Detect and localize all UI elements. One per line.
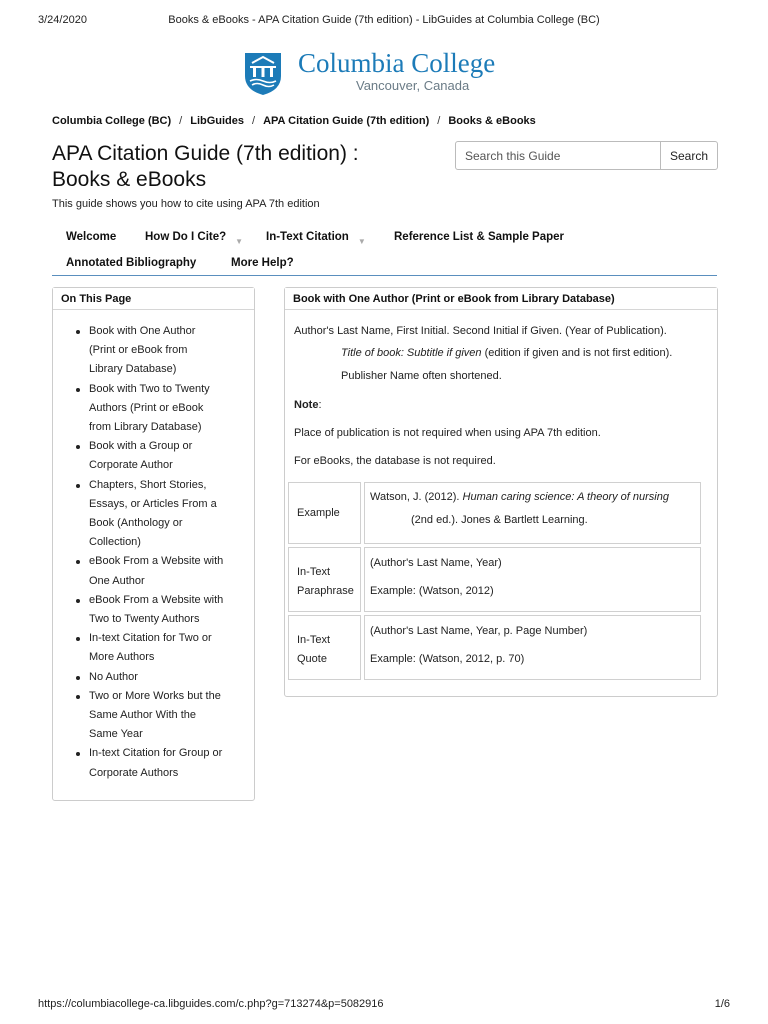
college-logo[interactable] bbox=[236, 44, 532, 106]
toc-link[interactable] bbox=[89, 629, 245, 667]
toc-link-line: Book with a Group or bbox=[89, 440, 193, 453]
toc-link-line: Book with Two to Twenty bbox=[89, 382, 210, 395]
paraphrase-example: Example: (Watson, 2012) bbox=[370, 585, 494, 597]
toc-link-line: Authors (Print or eBook bbox=[89, 401, 204, 414]
search-input[interactable] bbox=[456, 142, 660, 169]
quote-example: Example: (Watson, 2012, p. 70) bbox=[370, 653, 525, 665]
example-title: Human caring science: A theory of nursing bbox=[462, 491, 669, 503]
on-this-page-panel bbox=[52, 287, 255, 801]
breadcrumb-item-libguides[interactable]: LibGuides bbox=[190, 115, 245, 127]
tab-how-do-i-cite[interactable] bbox=[145, 231, 243, 246]
example-author: Watson, J. (2012). bbox=[370, 491, 463, 503]
table-cell bbox=[288, 482, 361, 544]
toc-link-line: Corporate Authors bbox=[89, 766, 179, 779]
tab-label: In-Text Citation bbox=[266, 231, 349, 243]
toc-link-line: Chapters, Short Stories, bbox=[89, 478, 207, 491]
breadcrumb-separator: / bbox=[252, 115, 256, 127]
note-text: For eBooks, the database is not required. bbox=[294, 455, 496, 467]
tab-in-text-citation[interactable] bbox=[266, 231, 366, 246]
table-row bbox=[288, 482, 701, 544]
note-heading bbox=[294, 399, 322, 411]
format-edition: (edition if given and is not first edition). bbox=[481, 347, 673, 359]
guide-description: This guide shows you how to cite using APA 7th edition bbox=[52, 198, 320, 210]
toc-link-line: More Authors bbox=[89, 651, 155, 664]
nav-divider bbox=[52, 275, 717, 276]
toc-link-line: Two to Twenty Authors bbox=[89, 613, 200, 626]
paraphrase-format: (Author's Last Name, Year) bbox=[370, 557, 502, 569]
tab-more-help[interactable] bbox=[231, 257, 294, 269]
breadcrumb-separator: / bbox=[179, 115, 183, 127]
toc-link[interactable] bbox=[89, 668, 245, 687]
tab-welcome[interactable] bbox=[66, 231, 116, 243]
panel-heading: On This Page bbox=[53, 288, 254, 310]
print-document-title: Books & eBooks - APA Citation Guide (7th edition) - LibGuides at Columbia College (BC) bbox=[168, 14, 600, 26]
toc-link-line: Library Database) bbox=[89, 363, 177, 376]
toc-link-line: Collection) bbox=[89, 536, 141, 549]
toc-link[interactable] bbox=[89, 744, 245, 782]
tab-reference-list[interactable] bbox=[394, 231, 564, 243]
toc-link-line: eBook From a Website with bbox=[89, 593, 224, 606]
toc-list bbox=[89, 322, 245, 783]
breadcrumb-item-guide[interactable]: APA Citation Guide (7th edition) bbox=[263, 115, 430, 127]
print-url: https://columbiacollege-ca.libguides.com/c.php?g=713274&p=5082916 bbox=[38, 998, 384, 1010]
table-row bbox=[288, 547, 701, 612]
toc-link[interactable] bbox=[89, 687, 245, 745]
example-citation bbox=[370, 491, 669, 503]
note-label: Note bbox=[294, 399, 319, 411]
page-title-line: Books & eBooks bbox=[52, 168, 207, 191]
toc-link-line: One Author bbox=[89, 574, 145, 587]
toc-link-line: In-text Citation for Two or bbox=[89, 632, 212, 645]
breadcrumb-item-current: Books & eBooks bbox=[448, 115, 536, 127]
format-line bbox=[341, 347, 672, 359]
toc-link[interactable] bbox=[89, 322, 245, 380]
toc-link[interactable] bbox=[89, 476, 245, 553]
format-line: Publisher Name often shortened. bbox=[341, 370, 502, 382]
search-form bbox=[455, 141, 718, 170]
tab-label: Annotated Bibliography bbox=[66, 257, 197, 269]
toc-link-line: Same Author With the bbox=[89, 709, 196, 722]
tab-label: Welcome bbox=[66, 231, 117, 243]
chevron-down-icon: ▼ bbox=[235, 237, 244, 246]
table-cell bbox=[364, 482, 701, 544]
toc-link[interactable] bbox=[89, 552, 245, 590]
note-colon: : bbox=[318, 399, 322, 411]
college-location: Vancouver, Canada bbox=[356, 78, 470, 93]
note-text: Place of publication is not required when using APA 7th edition. bbox=[294, 427, 601, 439]
page-title-line: APA Citation Guide (7th edition) : bbox=[52, 142, 359, 165]
print-date: 3/24/2020 bbox=[38, 14, 87, 26]
row-label: In-Text bbox=[297, 634, 331, 646]
row-label: Example bbox=[297, 507, 340, 519]
book-one-author-panel bbox=[284, 287, 718, 697]
row-label: Quote bbox=[297, 653, 327, 665]
toc-link-line: Book (Anthology or bbox=[89, 517, 183, 530]
toc-link[interactable] bbox=[89, 437, 245, 475]
table-cell bbox=[364, 547, 701, 612]
quote-format: (Author's Last Name, Year, p. Page Number) bbox=[370, 625, 588, 637]
table-row bbox=[288, 615, 701, 680]
breadcrumb-item-college[interactable]: Columbia College (BC) bbox=[52, 115, 172, 127]
toc-link-line: No Author bbox=[89, 670, 138, 683]
row-label: In-Text bbox=[297, 566, 331, 578]
toc-link[interactable] bbox=[89, 380, 245, 438]
toc-link[interactable] bbox=[89, 591, 245, 629]
format-title: Title of book: Subtitle if given bbox=[341, 347, 482, 359]
example-publisher: (2nd ed.). Jones & Bartlett Learning. bbox=[411, 514, 588, 526]
tab-annotated-bibliography[interactable] bbox=[66, 257, 196, 269]
print-page-count: 1/6 bbox=[714, 998, 730, 1010]
breadcrumb bbox=[52, 115, 536, 127]
toc-link-line: Same Year bbox=[89, 728, 143, 741]
panel-heading: Book with One Author (Print or eBook from Library Database) bbox=[285, 288, 717, 310]
toc-link-line: Book with One Author bbox=[89, 325, 196, 337]
page-title bbox=[52, 141, 432, 193]
toc-link-line: eBook From a Website with bbox=[89, 555, 224, 568]
college-name: Columbia College bbox=[298, 48, 496, 78]
search-button[interactable]: Search bbox=[660, 142, 717, 169]
table-cell bbox=[288, 615, 361, 680]
toc-link-line: In-text Citation for Group or bbox=[89, 747, 223, 760]
format-line: Author's Last Name, First Initial. Second Initial if Given. (Year of Publication). bbox=[294, 325, 667, 337]
toc-link-line: Two or More Works but the bbox=[89, 689, 221, 702]
tab-label: More Help? bbox=[231, 257, 294, 269]
chevron-down-icon: ▼ bbox=[357, 237, 366, 246]
toc-link-line: Essays, or Articles From a bbox=[89, 497, 217, 510]
tab-label: Reference List & Sample Paper bbox=[394, 231, 565, 243]
table-cell bbox=[364, 615, 701, 680]
table-cell bbox=[288, 547, 361, 612]
breadcrumb-separator: / bbox=[437, 115, 441, 127]
shield-icon bbox=[244, 52, 282, 96]
tab-label: How Do I Cite? bbox=[145, 231, 227, 243]
toc-link-line: (Print or eBook from bbox=[89, 344, 188, 357]
row-label: Paraphrase bbox=[297, 585, 354, 597]
toc-link-line: from Library Database) bbox=[89, 421, 202, 434]
toc-link-line: Corporate Author bbox=[89, 459, 173, 472]
